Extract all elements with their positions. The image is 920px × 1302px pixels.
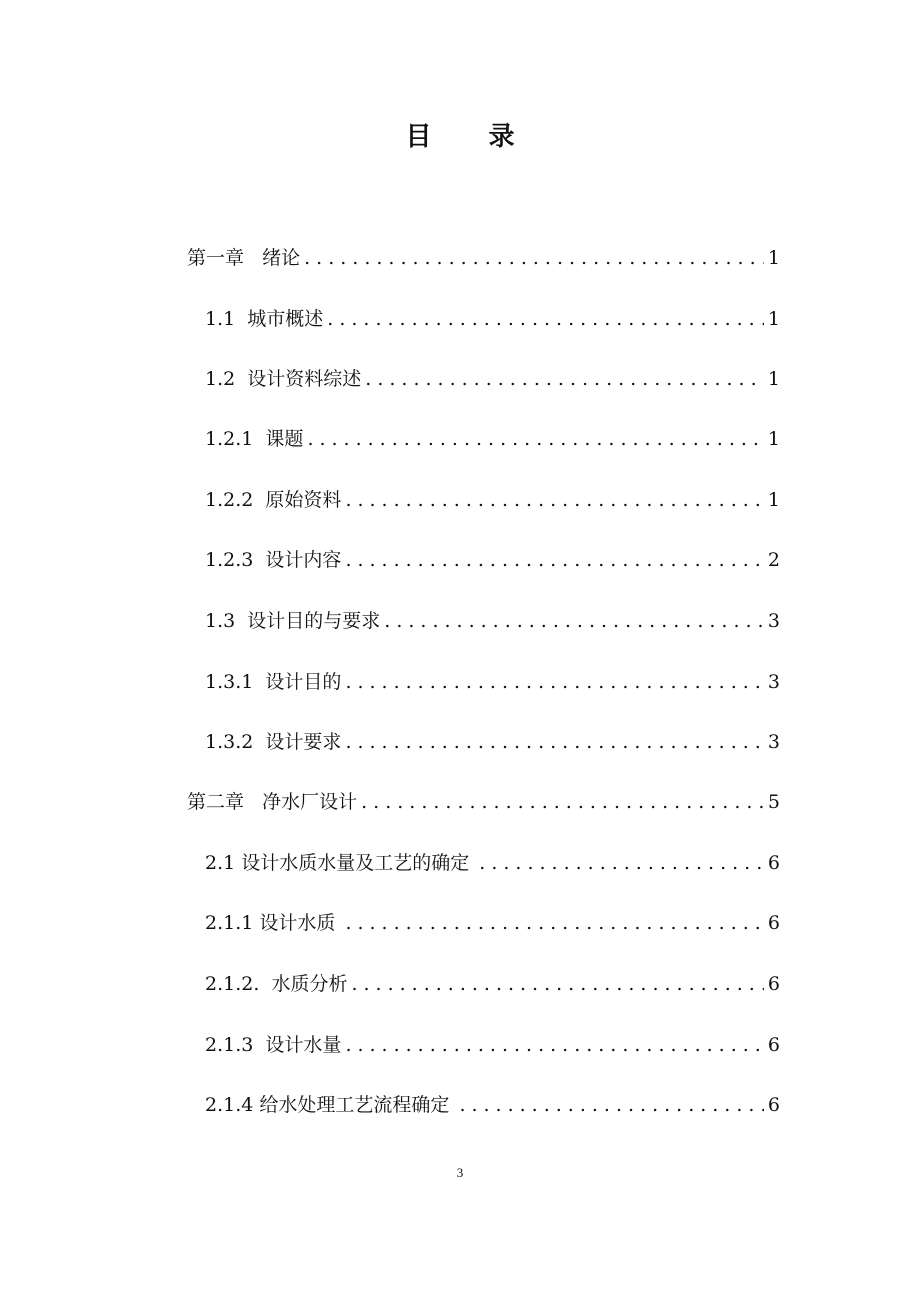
toc-entry-label: 第二章 净水厂设计 [187,791,358,813]
toc-entry-page: 6 [767,1034,780,1056]
toc-entry[interactable] [205,969,780,999]
toc-entry-label: 第一章 绪论 [187,247,301,269]
toc-entry-label: 2.1.3 设计水量 [205,1034,342,1056]
toc-entry[interactable] [205,304,780,334]
toc-entry-page: 6 [767,852,780,874]
toc-entry[interactable] [205,485,780,515]
toc-entry[interactable] [205,727,780,757]
toc-entry[interactable] [205,606,780,636]
toc-entry-page: 6 [767,912,780,934]
toc-entry[interactable] [205,424,780,454]
dot-leader [304,243,764,273]
toc-entry-page: 1 [767,247,780,269]
dot-leader [384,606,764,636]
dot-leader [345,485,763,515]
dot-leader [479,848,764,878]
dot-leader [345,1030,763,1060]
toc-entry-page: 1 [767,308,780,330]
toc-entry-page: 3 [767,610,780,632]
page-title: 目 录 [405,122,539,152]
dot-leader [365,364,764,394]
toc-entry-page: 3 [767,671,780,693]
toc-entry[interactable] [205,848,780,878]
toc-entry-label: 1.2.1 课题 [205,428,304,450]
page-number: 3 [456,1165,464,1180]
toc-entry-label: 2.1.1 设计水质 [205,912,342,934]
toc-entry-label: 2.1 设计水质水量及工艺的确定 [205,852,476,874]
toc-entry[interactable] [205,1030,780,1060]
toc-entry-page: 3 [767,731,780,753]
toc-entry-page: 1 [767,489,780,511]
toc-entry[interactable] [187,787,780,817]
dot-leader [361,787,764,817]
toc-entry-page: 2 [767,549,780,571]
toc-entry-label: 1.3.1 设计目的 [205,671,342,693]
toc-entry-label: 2.1.4 给水处理工艺流程确定 [205,1094,456,1116]
dot-leader [345,908,763,938]
toc-entry[interactable] [205,364,780,394]
toc-entry-page: 6 [767,973,780,995]
dot-leader [327,304,764,334]
dot-leader [459,1090,763,1120]
dot-leader [345,727,763,757]
toc-entry[interactable] [205,908,780,938]
dot-leader [345,545,763,575]
toc-entry-page: 6 [767,1094,780,1116]
toc-entry-label: 1.3 设计目的与要求 [205,610,381,632]
toc-entry-page: 1 [767,368,780,390]
toc-entry-page: 5 [767,791,780,813]
toc-entry[interactable] [205,545,780,575]
toc-entry-label: 2.1.2. 水质分析 [205,973,348,995]
toc-entry[interactable] [187,243,780,273]
toc-entry-label: 1.1 城市概述 [205,308,324,330]
toc-entry-label: 1.2.2 原始资料 [205,489,342,511]
toc-entry[interactable] [205,1090,780,1120]
toc-entry-label: 1.2.3 设计内容 [205,549,342,571]
dot-leader [345,667,763,697]
toc-entry[interactable] [205,667,780,697]
toc-entry-label: 1.3.2 设计要求 [205,731,342,753]
dot-leader [307,424,763,454]
dot-leader [351,969,763,999]
toc-entry-label: 1.2 设计资料综述 [205,368,362,390]
toc-entry-page: 1 [767,428,780,450]
